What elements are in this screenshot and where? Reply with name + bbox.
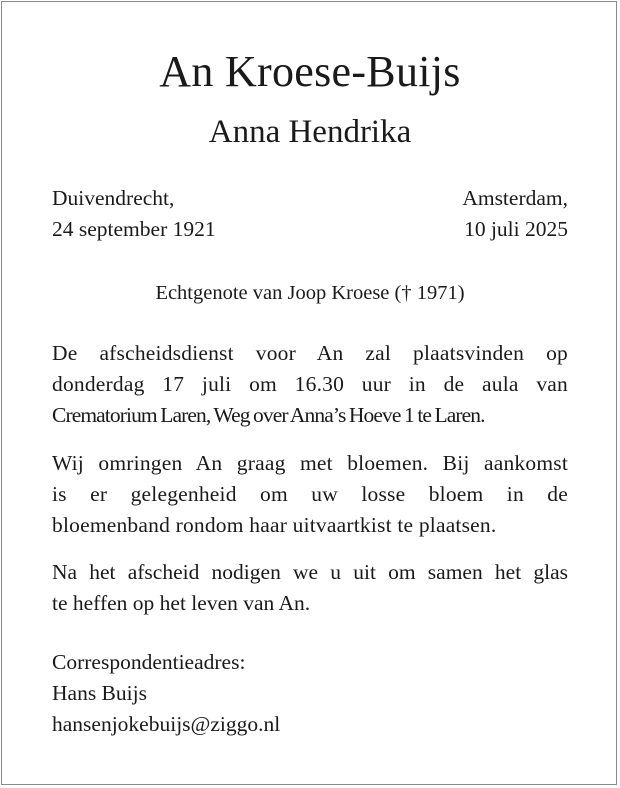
service-line-3: Crematorium Laren, Weg over Anna’s Hoeve 1 te Laren. xyxy=(52,403,485,427)
service-paragraph xyxy=(52,338,568,431)
flowers-line-3: bloemenband rondom haar uitvaartkist te plaatsen. xyxy=(52,513,497,537)
birth-place: Duivendrecht, xyxy=(52,186,175,210)
flowers-paragraph xyxy=(52,448,568,541)
given-names: Anna Hendrika xyxy=(208,114,412,150)
death-info xyxy=(462,183,568,245)
correspondence-block xyxy=(52,647,568,740)
spouse-line: Echtgenote van Joop Kroese († 1971) xyxy=(155,282,465,304)
death-place: Amsterdam, xyxy=(462,186,568,210)
flowers-line-1: Wij omringen An graag met bloemen. Bij aankomst xyxy=(52,451,568,475)
correspondence-email: hansenjokebuijs@ziggo.nl xyxy=(52,712,281,736)
flowers-line-2: is er gelegenheid om uw losse bloem in de xyxy=(52,482,568,506)
deceased-name: An Kroese-Buijs xyxy=(159,47,461,96)
service-line-2: donderdag 17 juli om 16.30 uur in de aula van xyxy=(52,372,568,396)
birth-info xyxy=(52,183,216,245)
death-date: 10 juli 2025 xyxy=(464,217,568,241)
service-line-1: De afscheidsdienst voor An zal plaatsvinden op xyxy=(52,341,568,365)
toast-line-1: Na het afscheid nodigen we u uit om samen het glas xyxy=(52,560,568,584)
correspondence-name: Hans Buijs xyxy=(52,681,147,705)
toast-paragraph xyxy=(52,557,568,619)
correspondence-label: Correspondentieadres: xyxy=(52,650,246,674)
birth-date: 24 september 1921 xyxy=(52,217,216,241)
toast-line-2: te heffen op het leven van An. xyxy=(52,591,311,615)
